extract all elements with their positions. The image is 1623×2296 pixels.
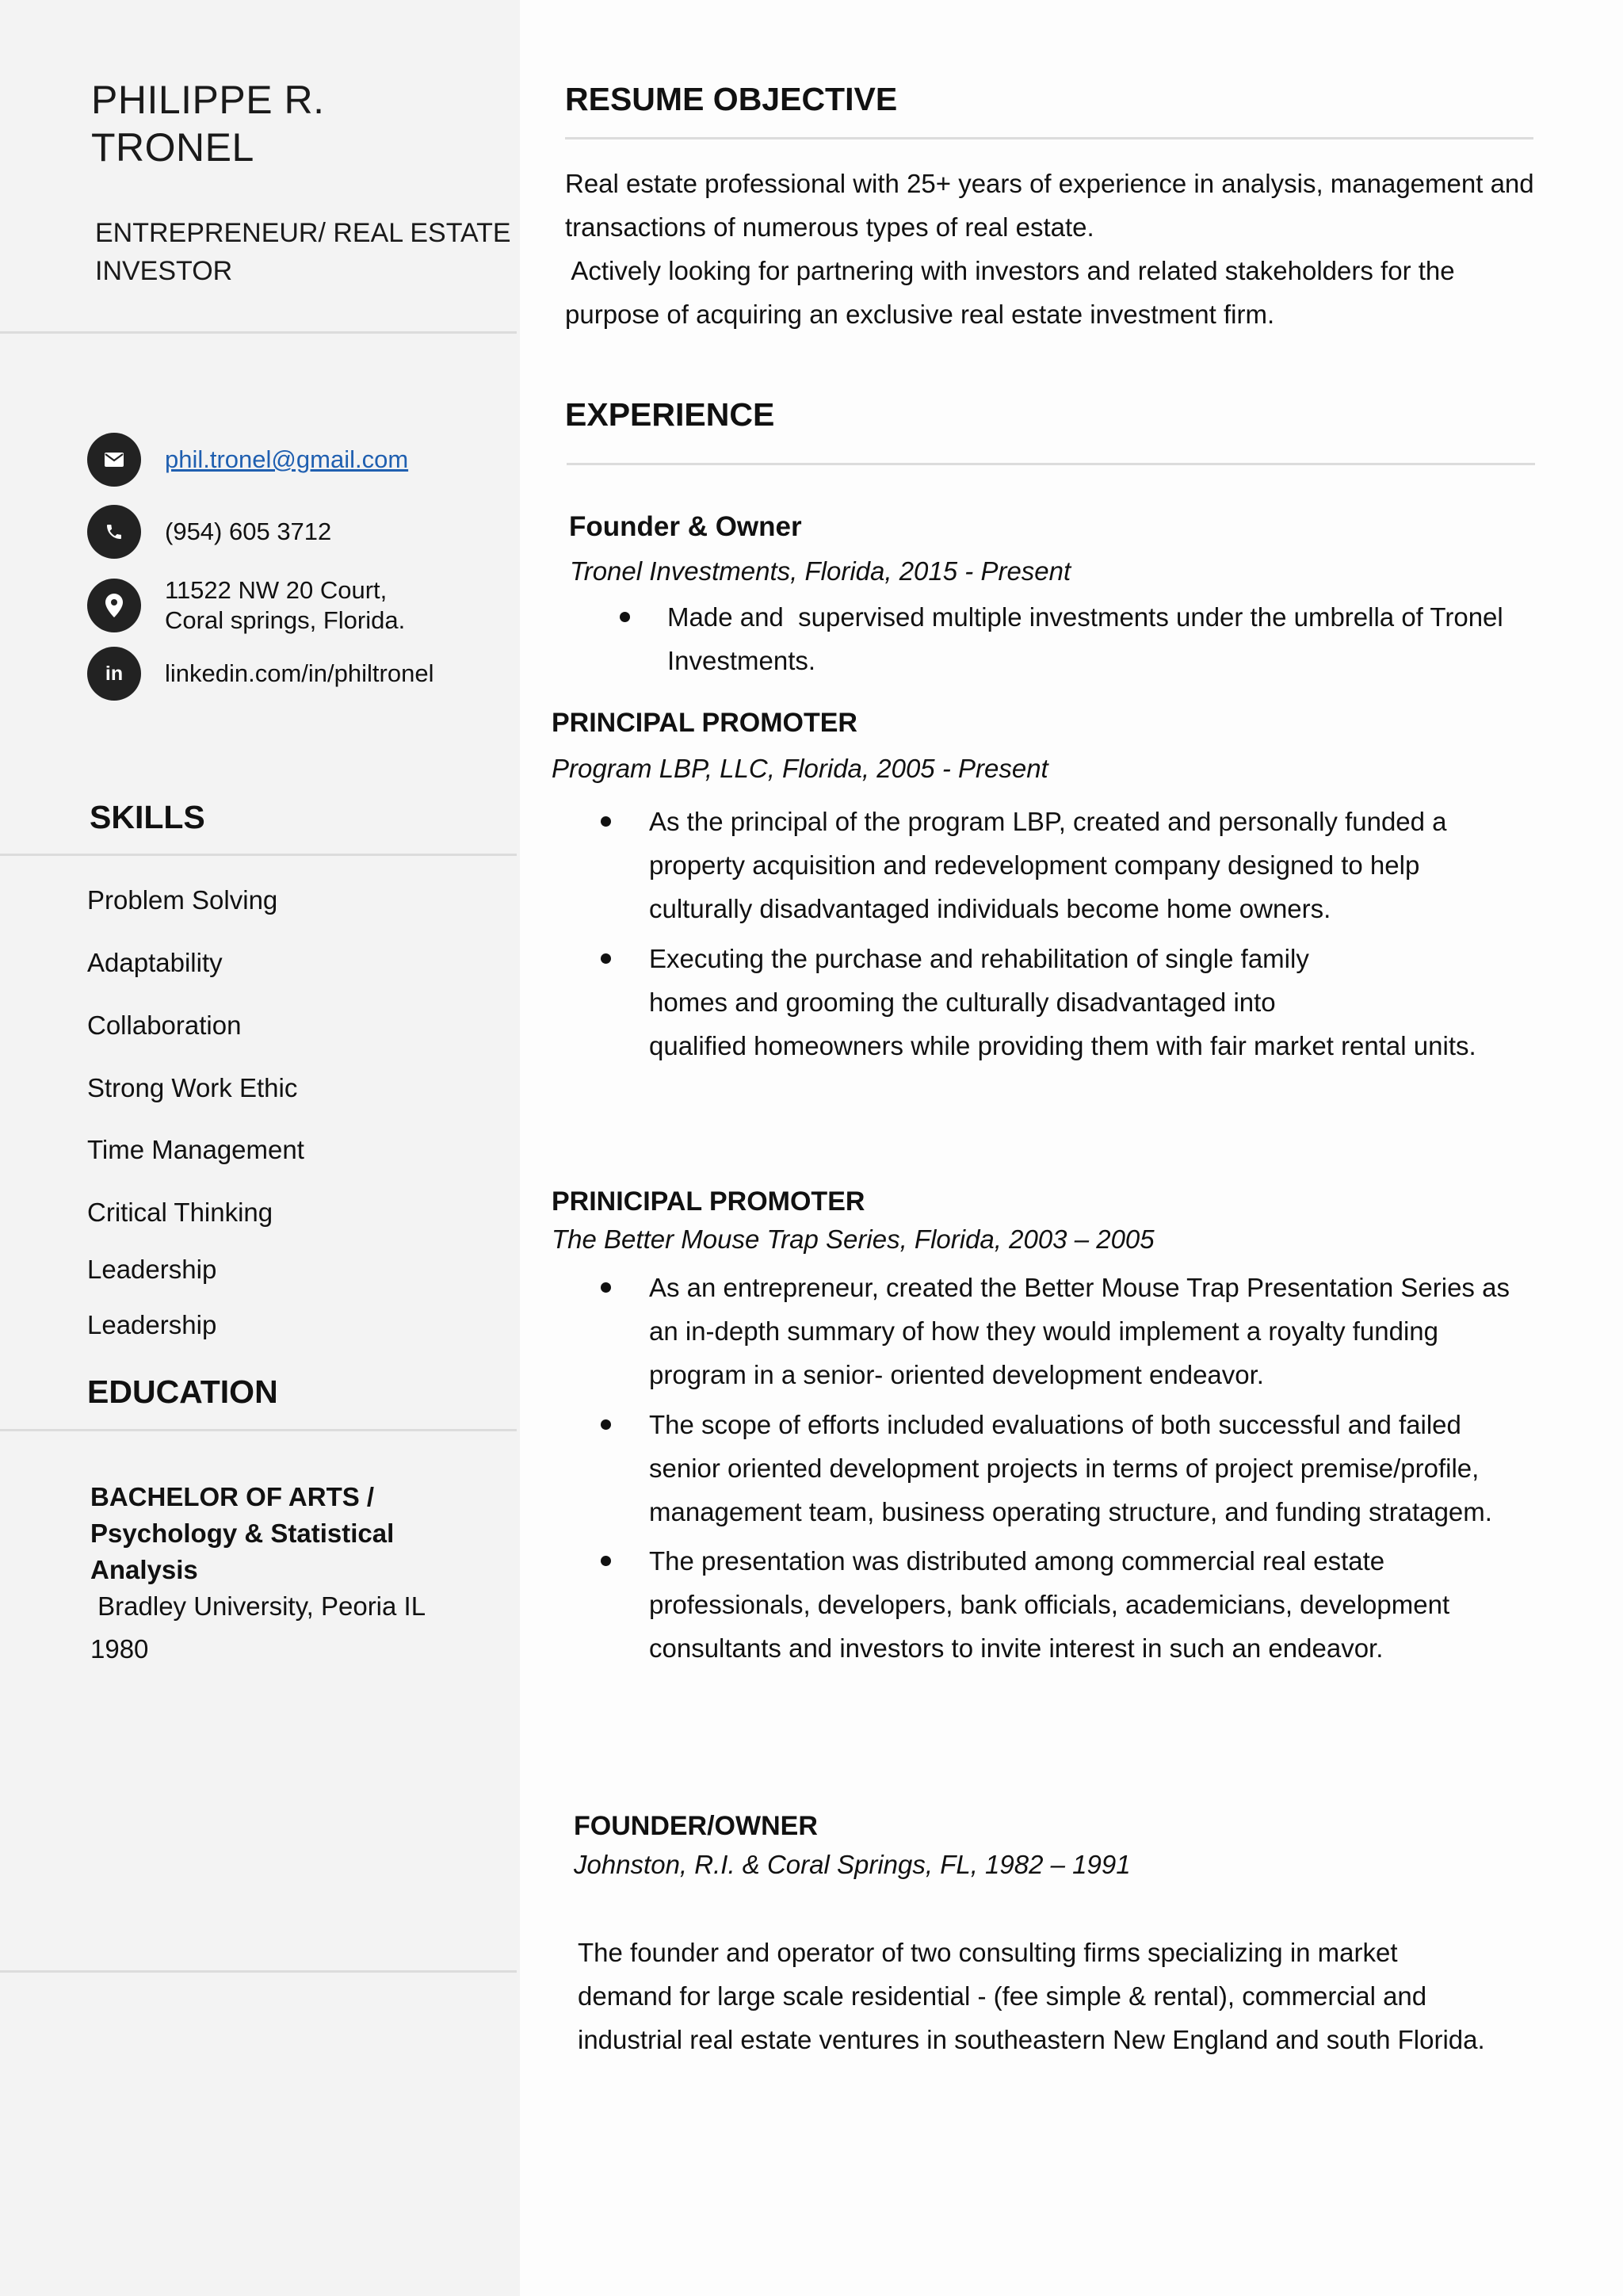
graduation-year: 1980 [90, 1634, 149, 1664]
skills-divider [0, 854, 517, 856]
skill-item: Strong Work Ethic [87, 1073, 298, 1102]
education-divider [0, 1429, 517, 1431]
job-bullet: Made and supervised multiple investments under the umbrella of Tronel Investments. [620, 595, 1503, 682]
objective-heading: RESUME OBJECTIVE [565, 81, 898, 117]
degree-line: BACHELOR OF ARTS / [90, 1482, 375, 1511]
job-bullet: Executing the purchase and rehabilitation of single family homes and grooming the culturally disadvantaged into qualified homeowners while providing them with fair market rental units. [601, 937, 1476, 1068]
job-organization: Program LBP, LLC, Florida, 2005 - Present [552, 754, 1048, 783]
contact-email[interactable] [87, 433, 408, 487]
skill-item: Problem Solving [87, 885, 278, 915]
bullet-dot [601, 1419, 611, 1430]
job-bullet: The scope of efforts included evaluations of both successful and failed senior oriented development projects in terms of project premise/profile, management team, business operating structure, and funding stratagem. [601, 1403, 1492, 1534]
education-entry [90, 1479, 426, 1668]
contact-linkedin[interactable] [87, 647, 433, 701]
skill-item: Collaboration [87, 1010, 242, 1040]
job-title: PRINICIPAL PROMOTER [552, 1186, 865, 1217]
job-bullet: As an entrepreneur, created the Better Mouse Trap Presentation Series as an in-depth summary of how they would implement a royalty funding program in a senior- oriented development endeavor. [601, 1266, 1510, 1396]
job-description: The founder and operator of two consulting firms specializing in market demand for large scale residential - (fee simple & rental), commercial and industrial real estate ventures in southeastern New England and south Florida. [578, 1938, 1485, 2054]
objective-divider [565, 137, 1533, 139]
phone-number: (954) 605 3712 [165, 518, 332, 545]
mail-icon [87, 433, 141, 487]
candidate-title: ENTREPRENEUR/ REAL ESTATE INVESTOR [95, 218, 511, 286]
bullet-dot [601, 816, 611, 827]
linkedin-url[interactable]: linkedin.com/in/philtronel [165, 659, 434, 687]
sidebar-bottom-divider [0, 1970, 517, 1973]
bullet-dot [601, 953, 611, 964]
email-link[interactable]: phil.tronel@gmail.com [165, 445, 409, 473]
job-title: PRINCIPAL PROMOTER [552, 708, 857, 738]
skill-item: Critical Thinking [87, 1198, 273, 1227]
job-title: FOUNDER/OWNER [574, 1811, 818, 1841]
job-bullet: As the principal of the program LBP, created and personally funded a property acquisition and redevelopment company designed to help culturally disadvantaged individuals become home owners. [601, 800, 1447, 930]
school-name: Bradley University, Peoria IL [90, 1591, 426, 1621]
candidate-name: PHILIPPE R. TRONEL [91, 78, 325, 170]
linkedin-icon: in [87, 647, 141, 701]
job-bullet: The presentation was distributed among commercial real estate professionals, developers, bank officials, academicians, development consultants and investors to invite interest in such an endeavor. [601, 1539, 1449, 1670]
education-heading: EDUCATION [87, 1373, 278, 1410]
bullet-dot [601, 1282, 611, 1293]
skills-heading: SKILLS [90, 799, 205, 835]
job-organization: Tronel Investments, Florida, 2015 - Present [570, 556, 1071, 586]
address: 11522 NW 20 Court, Coral springs, Florida. [165, 576, 406, 634]
header-divider [0, 331, 517, 334]
skill-item: Leadership [87, 1310, 217, 1339]
location-pin-icon [87, 579, 141, 632]
phone-icon [87, 505, 141, 559]
experience-divider [567, 463, 1535, 465]
contact-address [87, 575, 405, 636]
skill-item: Time Management [87, 1135, 304, 1164]
job-title: Founder & Owner [569, 511, 802, 542]
skill-item: Adaptability [87, 948, 223, 977]
skill-item: Leadership [87, 1255, 217, 1284]
degree-line: Analysis [90, 1555, 198, 1584]
objective-text: Real estate professional with 25+ years of experience in analysis, management and transactions of numerous types of real estate. Actively looking for partnering with investors and related stakeholders for the purpose of acquiring an exclusive real estate investment firm. [565, 169, 1534, 329]
bullet-dot [620, 612, 630, 622]
experience-heading: EXPERIENCE [565, 396, 775, 433]
contact-phone [87, 505, 331, 559]
job-organization: The Better Mouse Trap Series, Florida, 2003 – 2005 [552, 1224, 1155, 1254]
job-organization: Johnston, R.I. & Coral Springs, FL, 1982 – 1991 [574, 1850, 1131, 1879]
degree-line: Psychology & Statistical [90, 1519, 395, 1548]
bullet-dot [601, 1556, 611, 1566]
